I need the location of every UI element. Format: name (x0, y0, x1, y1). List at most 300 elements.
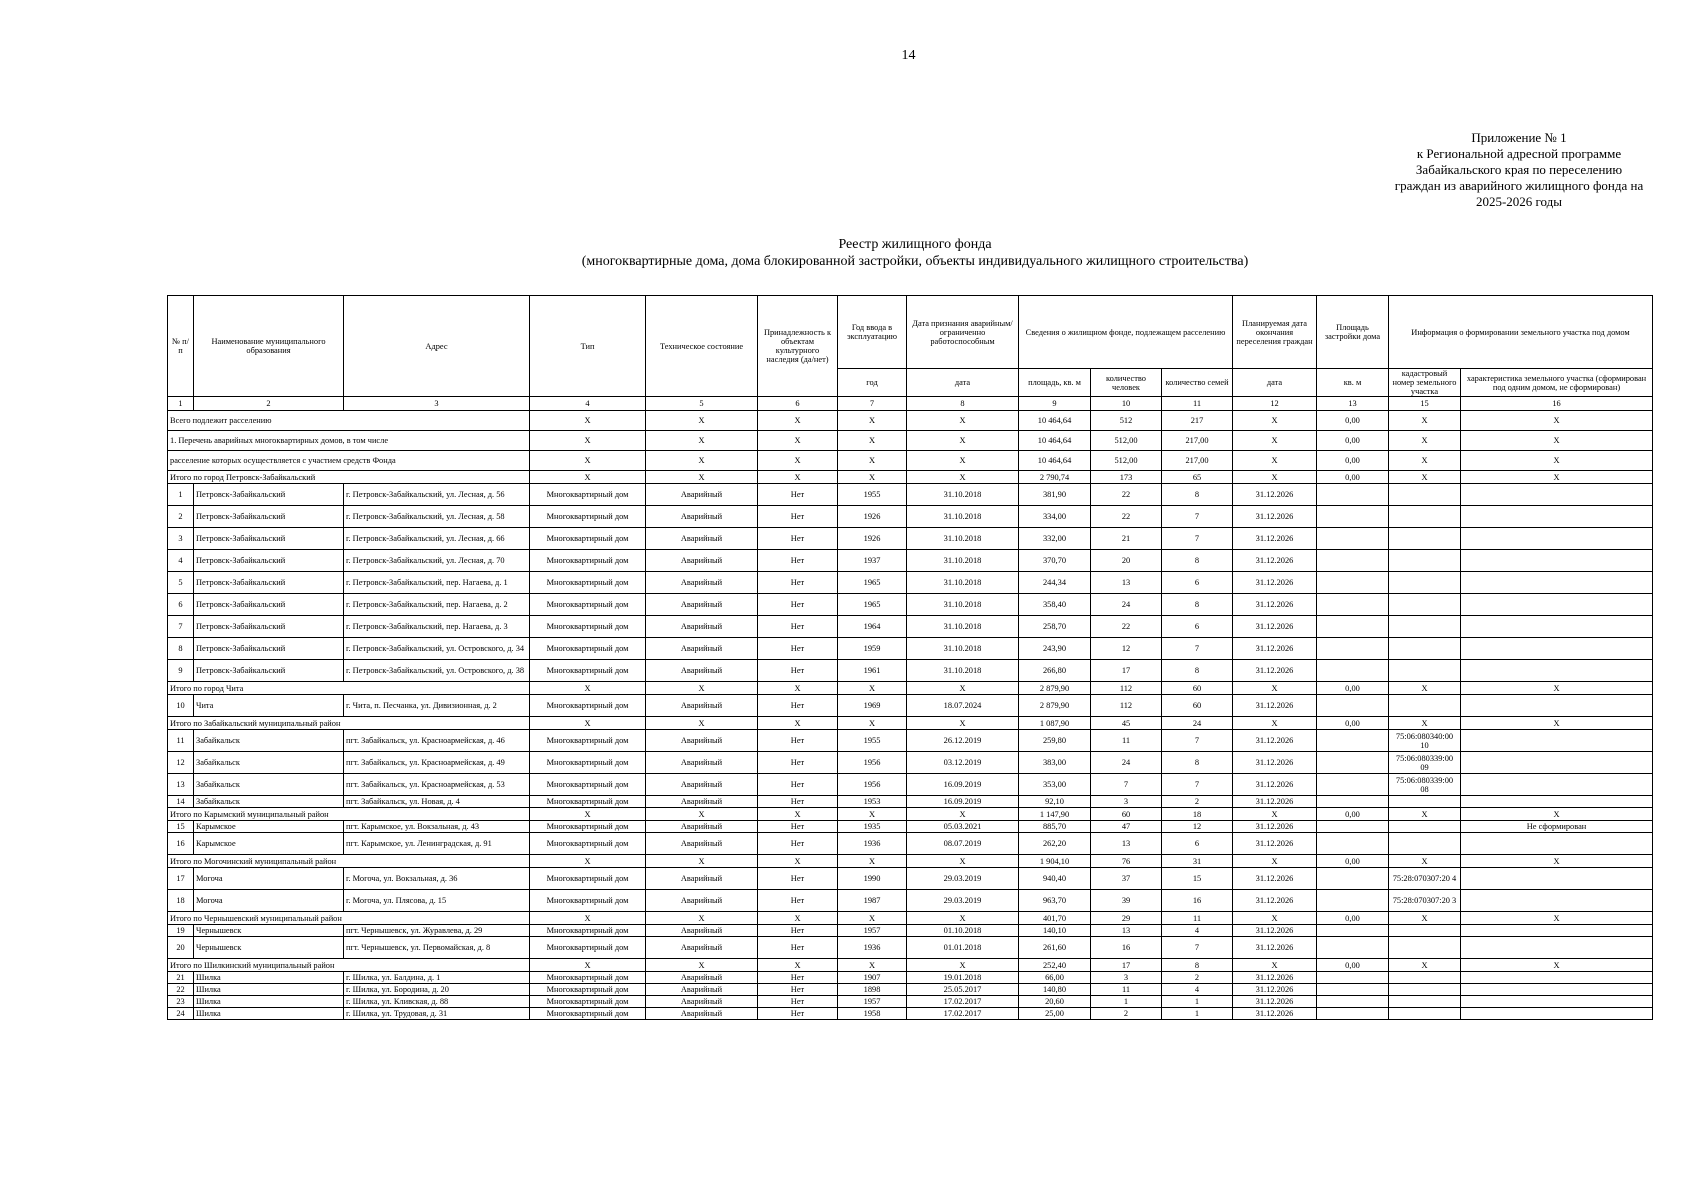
summary-x: X (646, 682, 758, 695)
summary-people: 512,00 (1091, 451, 1162, 471)
row-heritage: Нет (758, 616, 838, 638)
summary-land: X (1461, 431, 1653, 451)
column-number: 11 (1162, 397, 1233, 411)
row-address: пгт. Забайкальск, ул. Красноармейская, д. 53 (344, 774, 530, 796)
row-families: 7 (1162, 506, 1233, 528)
row-heritage: Нет (758, 868, 838, 890)
row-built-area (1317, 972, 1389, 984)
summary-plan: X (1233, 959, 1317, 972)
row-address: г. Могоча, ул. Вокзальная, д. 36 (344, 868, 530, 890)
summary-area: 10 464,64 (1019, 451, 1091, 471)
row-cadastral (1389, 821, 1461, 833)
row-area: 940,40 (1019, 868, 1091, 890)
summary-built: 0,00 (1317, 912, 1389, 925)
summary-cadastral: X (1389, 411, 1461, 431)
summary-x: X (646, 451, 758, 471)
row-type: Многоквартирный дом (530, 868, 646, 890)
row-plan-date: 31.12.2026 (1233, 984, 1317, 996)
row-type: Многоквартирный дом (530, 616, 646, 638)
group-total-row (168, 471, 1653, 484)
row-state: Аварийный (646, 937, 758, 959)
table-row (168, 796, 1653, 808)
row-built-area (1317, 868, 1389, 890)
summary-plan: X (1233, 912, 1317, 925)
row-type: Многоквартирный дом (530, 528, 646, 550)
row-date: 25.05.2017 (907, 984, 1019, 996)
row-families: 7 (1162, 528, 1233, 550)
summary-x: X (838, 411, 907, 431)
row-year: 1964 (838, 616, 907, 638)
summary-plan: X (1233, 451, 1317, 471)
row-municipality: Петровск-Забайкальский (194, 638, 344, 660)
summary-x: X (758, 959, 838, 972)
row-built-area (1317, 484, 1389, 506)
row-state: Аварийный (646, 821, 758, 833)
header-type: Тип (530, 296, 646, 397)
table-row (168, 638, 1653, 660)
row-built-area (1317, 572, 1389, 594)
row-area: 2 879,90 (1019, 695, 1091, 717)
row-people: 37 (1091, 868, 1162, 890)
group-total-row (168, 912, 1653, 925)
row-address: пгт. Карымское, ул. Ленинградская, д. 91 (344, 833, 530, 855)
row-state: Аварийный (646, 550, 758, 572)
row-address: г. Шилка, ул. Бородина, д. 20 (344, 984, 530, 996)
row-families: 4 (1162, 925, 1233, 937)
row-plan-date: 31.12.2026 (1233, 996, 1317, 1008)
row-land (1461, 833, 1653, 855)
row-cadastral: 75:06:080339:00 09 (1389, 752, 1461, 774)
table-row (168, 774, 1653, 796)
row-cadastral (1389, 937, 1461, 959)
row-type: Многоквартирный дом (530, 984, 646, 996)
row-cadastral: 75:06:080339:00 08 (1389, 774, 1461, 796)
row-date: 16.09.2019 (907, 774, 1019, 796)
table-row (168, 821, 1653, 833)
row-heritage: Нет (758, 752, 838, 774)
housing-registry-table (167, 295, 1653, 1020)
row-address: г. Могоча, ул. Плясова, д. 15 (344, 890, 530, 912)
row-people: 2 (1091, 1008, 1162, 1020)
document-subtitle: (многоквартирные дома, дома блокированной застройки, объекты индивидуального жилищного строительства) (581, 254, 1249, 269)
row-type: Многоквартирный дом (530, 752, 646, 774)
row-cadastral (1389, 833, 1461, 855)
row-cadastral (1389, 1008, 1461, 1020)
row-state: Аварийный (646, 796, 758, 808)
row-area: 258,70 (1019, 616, 1091, 638)
summary-x: X (907, 808, 1019, 821)
row-year: 1935 (838, 821, 907, 833)
row-people: 13 (1091, 925, 1162, 937)
row-type: Многоквартирный дом (530, 796, 646, 808)
column-number: 12 (1233, 397, 1317, 411)
row-built-area (1317, 695, 1389, 717)
row-state: Аварийный (646, 730, 758, 752)
summary-people: 76 (1091, 855, 1162, 868)
row-heritage: Нет (758, 774, 838, 796)
row-type: Многоквартирный дом (530, 833, 646, 855)
row-plan-date: 31.12.2026 (1233, 1008, 1317, 1020)
row-land (1461, 594, 1653, 616)
summary-x: X (646, 959, 758, 972)
row-heritage: Нет (758, 730, 838, 752)
table-row (168, 616, 1653, 638)
row-heritage: Нет (758, 937, 838, 959)
row-people: 22 (1091, 484, 1162, 506)
table-row (168, 572, 1653, 594)
row-address: пгт. Забайкальск, ул. Новая, д. 4 (344, 796, 530, 808)
column-number: 4 (530, 397, 646, 411)
summary-label: Всего подлежит расселению (168, 411, 530, 431)
table-row (168, 937, 1653, 959)
row-type: Многоквартирный дом (530, 925, 646, 937)
row-type: Многоквартирный дом (530, 484, 646, 506)
row-families: 1 (1162, 1008, 1233, 1020)
row-land (1461, 996, 1653, 1008)
summary-plan: X (1233, 411, 1317, 431)
row-built-area (1317, 616, 1389, 638)
summary-x: X (838, 451, 907, 471)
row-area: 66,00 (1019, 972, 1091, 984)
summary-x: X (530, 808, 646, 821)
summary-x: X (530, 682, 646, 695)
row-plan-date: 31.12.2026 (1233, 660, 1317, 682)
row-address: г. Петровск-Забайкальский, ул. Лесная, д. 56 (344, 484, 530, 506)
group-total-row (168, 717, 1653, 730)
row-year: 1961 (838, 660, 907, 682)
row-municipality: Шилка (194, 1008, 344, 1020)
row-address: г. Петровск-Забайкальский, ул. Лесная, д. 70 (344, 550, 530, 572)
row-state: Аварийный (646, 996, 758, 1008)
row-land (1461, 484, 1653, 506)
row-municipality: Чернышевск (194, 925, 344, 937)
summary-land: X (1461, 959, 1653, 972)
summary-x: X (838, 682, 907, 695)
row-number: 11 (168, 730, 194, 752)
row-address: пгт. Чернышевск, ул. Журавлева, д. 29 (344, 925, 530, 937)
summary-x: X (758, 431, 838, 451)
row-state: Аварийный (646, 660, 758, 682)
row-families: 2 (1162, 796, 1233, 808)
summary-label: Итого по город Петровск-Забайкальский (168, 471, 530, 484)
row-state: Аварийный (646, 890, 758, 912)
summary-families: 24 (1162, 717, 1233, 730)
summary-cadastral: X (1389, 431, 1461, 451)
summary-x: X (907, 411, 1019, 431)
row-heritage: Нет (758, 996, 838, 1008)
row-number: 9 (168, 660, 194, 682)
row-land (1461, 752, 1653, 774)
summary-built: 0,00 (1317, 411, 1389, 431)
row-families: 8 (1162, 594, 1233, 616)
row-number: 4 (168, 550, 194, 572)
row-area: 140,10 (1019, 925, 1091, 937)
row-address: г. Петровск-Забайкальский, пер. Нагаева, д. 3 (344, 616, 530, 638)
table-row (168, 550, 1653, 572)
row-address: г. Чита, п. Песчанка, ул. Дивизионная, д. 2 (344, 695, 530, 717)
row-date: 18.07.2024 (907, 695, 1019, 717)
row-date: 31.10.2018 (907, 572, 1019, 594)
row-number: 21 (168, 972, 194, 984)
row-land (1461, 984, 1653, 996)
row-address: пгт. Забайкальск, ул. Красноармейская, д. 46 (344, 730, 530, 752)
column-number: 15 (1389, 397, 1461, 411)
header-planned-date: Планируемая дата окончания переселения граждан (1233, 296, 1317, 369)
row-municipality: Петровск-Забайкальский (194, 660, 344, 682)
row-type: Многоквартирный дом (530, 774, 646, 796)
row-heritage: Нет (758, 695, 838, 717)
row-families: 7 (1162, 774, 1233, 796)
row-people: 13 (1091, 833, 1162, 855)
row-year: 1955 (838, 484, 907, 506)
header-municipality: Наименование муниципального образования (194, 296, 344, 397)
row-people: 12 (1091, 638, 1162, 660)
header-year-built: Год ввода в эксплуатацию (838, 296, 907, 369)
row-cadastral (1389, 528, 1461, 550)
row-year: 1936 (838, 833, 907, 855)
summary-x: X (646, 855, 758, 868)
row-plan-date: 31.12.2026 (1233, 638, 1317, 660)
summary-x: X (646, 411, 758, 431)
document-title: Реестр жилищного фонда (838, 237, 992, 252)
row-address: г. Петровск-Забайкальский, ул. Лесная, д. 66 (344, 528, 530, 550)
row-state: Аварийный (646, 972, 758, 984)
row-number: 18 (168, 890, 194, 912)
row-cadastral (1389, 796, 1461, 808)
summary-x: X (758, 451, 838, 471)
row-built-area (1317, 925, 1389, 937)
row-cadastral (1389, 972, 1461, 984)
summary-families: 217,00 (1162, 451, 1233, 471)
summary-land: X (1461, 808, 1653, 821)
table-header (168, 296, 1653, 411)
row-families: 6 (1162, 572, 1233, 594)
row-area: 334,00 (1019, 506, 1091, 528)
summary-label: 1. Перечень аварийных многоквартирных домов, в том числе (168, 431, 530, 451)
summary-families: 11 (1162, 912, 1233, 925)
header-heritage: Принадлежность к объектам культурного наследия (да/нет) (758, 296, 838, 397)
row-families: 4 (1162, 984, 1233, 996)
row-number: 14 (168, 796, 194, 808)
row-plan-date: 31.12.2026 (1233, 572, 1317, 594)
row-land (1461, 730, 1653, 752)
group-total-row (168, 959, 1653, 972)
summary-x: X (838, 471, 907, 484)
row-year: 1958 (838, 1008, 907, 1020)
subheader-families: количество семей (1162, 369, 1233, 397)
summary-people: 29 (1091, 912, 1162, 925)
table-row (168, 984, 1653, 996)
row-plan-date: 31.12.2026 (1233, 550, 1317, 572)
summary-x: X (907, 451, 1019, 471)
row-cadastral: 75:28:070307:20 4 (1389, 868, 1461, 890)
summary-x: X (907, 471, 1019, 484)
summary-label: Итого по Карымский муниципальный район (168, 808, 530, 821)
header-tech-state: Техническое состояние (646, 296, 758, 397)
row-state: Аварийный (646, 774, 758, 796)
appendix-line: Приложение № 1 (1471, 130, 1567, 145)
row-year: 1957 (838, 925, 907, 937)
row-heritage: Нет (758, 506, 838, 528)
row-number: 17 (168, 868, 194, 890)
summary-area: 2 790,74 (1019, 471, 1091, 484)
table-body (168, 411, 1653, 1020)
summary-x: X (758, 682, 838, 695)
column-number: 5 (646, 397, 758, 411)
row-number: 6 (168, 594, 194, 616)
summary-families: 217,00 (1162, 431, 1233, 451)
row-year: 1898 (838, 984, 907, 996)
summary-x: X (907, 431, 1019, 451)
column-number: 1 (168, 397, 194, 411)
row-state: Аварийный (646, 528, 758, 550)
row-people: 20 (1091, 550, 1162, 572)
row-number: 22 (168, 984, 194, 996)
row-address: пгт. Чернышевск, ул. Первомайская, д. 8 (344, 937, 530, 959)
row-municipality: Петровск-Забайкальский (194, 616, 344, 638)
summary-cadastral: X (1389, 471, 1461, 484)
summary-land: X (1461, 912, 1653, 925)
column-number: 3 (344, 397, 530, 411)
summary-families: 31 (1162, 855, 1233, 868)
summary-built: 0,00 (1317, 808, 1389, 821)
header-land-char: характеристика земельного участка (сформирован под одним домом, не сформирован) (1461, 369, 1653, 397)
summary-x: X (907, 912, 1019, 925)
row-area: 370,70 (1019, 550, 1091, 572)
row-built-area (1317, 660, 1389, 682)
row-families: 15 (1162, 868, 1233, 890)
row-number: 15 (168, 821, 194, 833)
summary-x: X (758, 912, 838, 925)
row-people: 39 (1091, 890, 1162, 912)
summary-label: Итого по Шилкинский муниципальный район (168, 959, 530, 972)
row-plan-date: 31.12.2026 (1233, 730, 1317, 752)
row-heritage: Нет (758, 484, 838, 506)
table-row (168, 925, 1653, 937)
summary-plan: X (1233, 855, 1317, 868)
row-cadastral (1389, 594, 1461, 616)
row-area: 358,40 (1019, 594, 1091, 616)
row-number: 5 (168, 572, 194, 594)
row-cadastral (1389, 984, 1461, 996)
row-type: Многоквартирный дом (530, 638, 646, 660)
row-families: 1 (1162, 996, 1233, 1008)
row-date: 31.10.2018 (907, 484, 1019, 506)
summary-x: X (530, 717, 646, 730)
row-date: 03.12.2019 (907, 752, 1019, 774)
summary-x: X (838, 808, 907, 821)
row-municipality: Чернышевск (194, 937, 344, 959)
row-type: Многоквартирный дом (530, 937, 646, 959)
row-date: 01.10.2018 (907, 925, 1019, 937)
summary-plan: X (1233, 471, 1317, 484)
table-row (168, 1008, 1653, 1020)
row-year: 1965 (838, 594, 907, 616)
row-state: Аварийный (646, 484, 758, 506)
row-built-area (1317, 796, 1389, 808)
row-state: Аварийный (646, 506, 758, 528)
row-land (1461, 572, 1653, 594)
row-date: 31.10.2018 (907, 660, 1019, 682)
row-type: Многоквартирный дом (530, 506, 646, 528)
summary-plan: X (1233, 431, 1317, 451)
row-number: 19 (168, 925, 194, 937)
group-total-row (168, 855, 1653, 868)
table-row (168, 972, 1653, 984)
row-number: 1 (168, 484, 194, 506)
row-land (1461, 638, 1653, 660)
row-plan-date: 31.12.2026 (1233, 752, 1317, 774)
summary-people: 17 (1091, 959, 1162, 972)
row-address: г. Шилка, ул. Трудовая, д. 31 (344, 1008, 530, 1020)
row-area: 383,00 (1019, 752, 1091, 774)
row-plan-date: 31.12.2026 (1233, 774, 1317, 796)
row-people: 24 (1091, 594, 1162, 616)
row-number: 13 (168, 774, 194, 796)
row-families: 8 (1162, 550, 1233, 572)
row-cadastral (1389, 506, 1461, 528)
row-municipality: Забайкальск (194, 752, 344, 774)
row-land (1461, 506, 1653, 528)
summary-x: X (838, 912, 907, 925)
summary-x: X (838, 717, 907, 730)
summary-area: 252,40 (1019, 959, 1091, 972)
summary-area: 1 087,90 (1019, 717, 1091, 730)
row-heritage: Нет (758, 796, 838, 808)
row-municipality: Петровск-Забайкальский (194, 528, 344, 550)
page-number: 14 (901, 48, 916, 63)
row-heritage: Нет (758, 925, 838, 937)
row-address: г. Петровск-Забайкальский, ул. Островского, д. 34 (344, 638, 530, 660)
row-area: 332,00 (1019, 528, 1091, 550)
row-built-area (1317, 821, 1389, 833)
row-area: 262,20 (1019, 833, 1091, 855)
summary-families: 217 (1162, 411, 1233, 431)
row-date: 19.01.2018 (907, 972, 1019, 984)
row-municipality: Карымское (194, 821, 344, 833)
summary-built: 0,00 (1317, 717, 1389, 730)
row-year: 1953 (838, 796, 907, 808)
row-families: 2 (1162, 972, 1233, 984)
row-municipality: Шилка (194, 996, 344, 1008)
row-date: 16.09.2019 (907, 796, 1019, 808)
summary-row (168, 431, 1653, 451)
summary-x: X (758, 855, 838, 868)
row-land (1461, 890, 1653, 912)
row-land (1461, 660, 1653, 682)
summary-families: 18 (1162, 808, 1233, 821)
row-land (1461, 925, 1653, 937)
row-municipality: Забайкальск (194, 774, 344, 796)
table-row (168, 594, 1653, 616)
summary-x: X (758, 471, 838, 484)
column-number: 8 (907, 397, 1019, 411)
row-state: Аварийный (646, 616, 758, 638)
row-municipality: Чита (194, 695, 344, 717)
column-number: 6 (758, 397, 838, 411)
row-plan-date: 31.12.2026 (1233, 925, 1317, 937)
row-people: 3 (1091, 972, 1162, 984)
row-year: 1937 (838, 550, 907, 572)
row-area: 381,90 (1019, 484, 1091, 506)
summary-x: X (907, 717, 1019, 730)
summary-built: 0,00 (1317, 471, 1389, 484)
table-row (168, 506, 1653, 528)
row-address: г. Петровск-Забайкальский, пер. Нагаева, д. 1 (344, 572, 530, 594)
table-row (168, 752, 1653, 774)
row-heritage: Нет (758, 890, 838, 912)
row-year: 1987 (838, 890, 907, 912)
